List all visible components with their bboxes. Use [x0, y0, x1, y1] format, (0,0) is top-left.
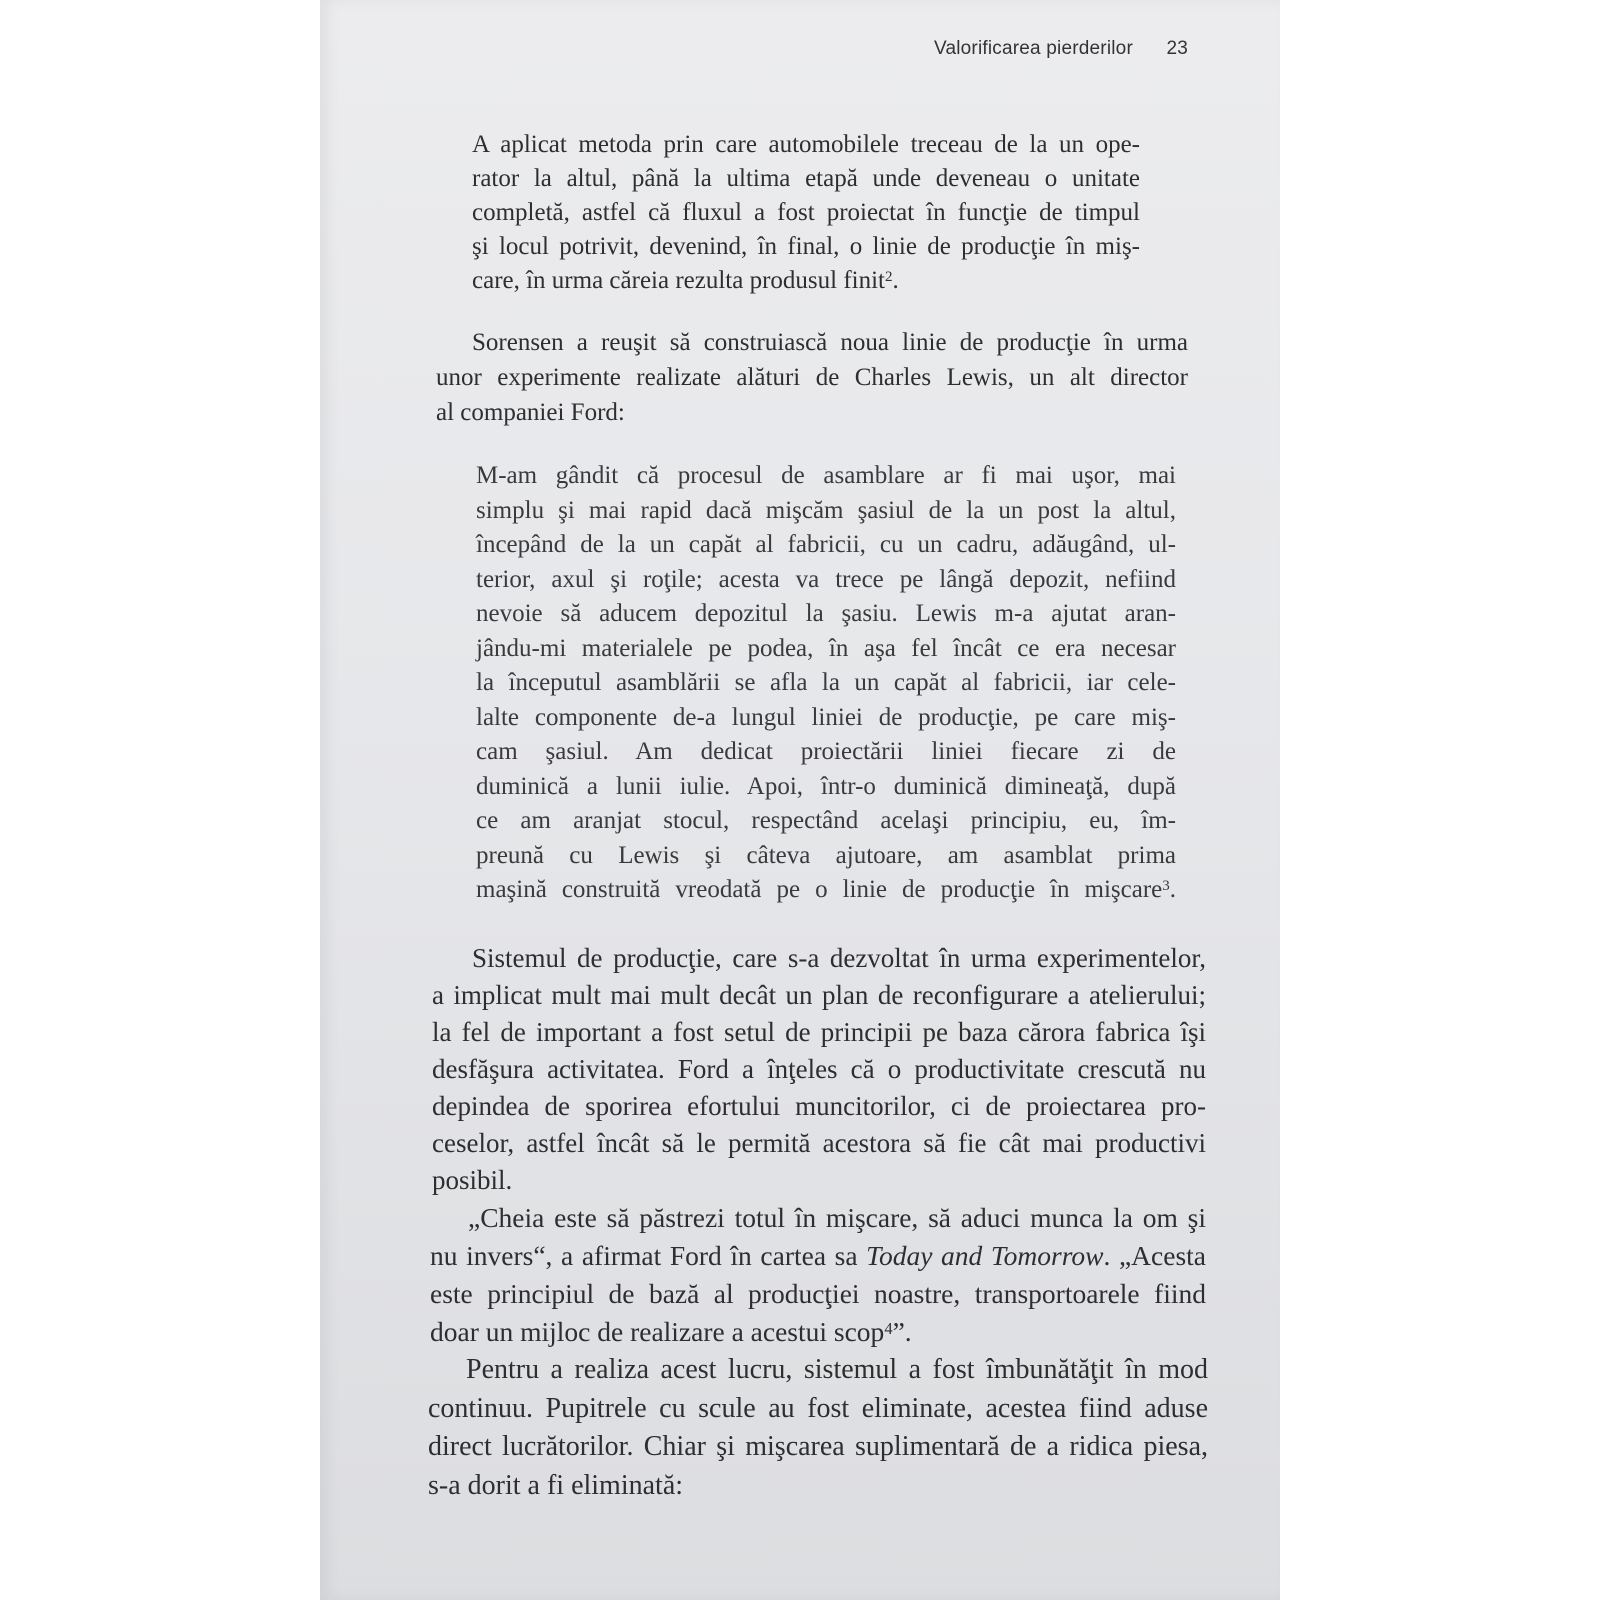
text-line: Sistemul de producţie, care s-a dezvoltat în urma experimentelor,: [472, 943, 1206, 973]
book-page: [320, 0, 1280, 1600]
text-line: Sorensen a reuşit să construiască noua linie de producţie în urma: [472, 329, 1188, 356]
sentence-end: .: [892, 267, 899, 294]
footnote-marker: 4: [884, 1318, 893, 1338]
text-line: desfăşura activitatea. Ford a înţeles că o productivitate crescută nu: [432, 1054, 1206, 1084]
quote-line: M-am gândit că procesul de asamblare ar fi mai uşor, mai: [476, 462, 1176, 489]
book-title: Today and Tomorrow: [866, 1240, 1104, 1271]
sentence-end: .: [1169, 876, 1176, 903]
text-line: şi locul potrivit, devenind, în final, o linie de producţie în miş-: [472, 233, 1140, 260]
text-line: unor experimente realizate alături de Charles Lewis, un alt director: [436, 364, 1188, 391]
paragraph-4: [430, 1199, 1206, 1351]
running-title: Valorificarea pierderilor: [934, 38, 1133, 59]
text-line: [430, 1237, 1206, 1275]
quote-line: duminică a lunii iulie. Apoi, într-o duminică dimineaţă, după: [476, 772, 1176, 800]
block-quote: [476, 459, 1176, 908]
text-line: [430, 1313, 1206, 1351]
text-line-content: care, în urma căreia rezulta produsul finit: [472, 267, 886, 294]
quote-line: lalte componente de-a lungul liniei de producţie, pe care miş-: [476, 703, 1176, 731]
footnote-marker: 2: [885, 269, 893, 286]
text-line: continuu. Pupitrele cu scule au fost eliminate, acestea fiind aduse: [428, 1392, 1208, 1424]
sentence-end: ”.: [892, 1316, 912, 1347]
text-line: ceselor, astfel încât să le permită acestora să fie cât mai productivi: [432, 1128, 1206, 1158]
text-line-content: maşină construită vreodată pe o linie de producţie în mişcare: [476, 876, 1163, 903]
text-line: A aplicat metoda prin care automobilele treceau de la un ope-: [472, 131, 1140, 158]
text-line: direct lucrătorilor. Chiar şi mişcarea suplimentară de a ridica piesa,: [428, 1431, 1208, 1462]
text-line: al companiei Ford:: [436, 399, 625, 426]
quote-line: simplu şi mai rapid dacă mişcăm şasiul de la un post la altul,: [476, 496, 1176, 524]
text-line-content: doar un mijloc de realizare a acestui scop: [430, 1316, 885, 1347]
running-header: [934, 38, 1188, 60]
text-line: [472, 264, 1140, 298]
quote-line: la începutul asamblării se afla la un capăt al fabricii, iar cele-: [476, 669, 1176, 696]
paragraph-1: [472, 128, 1140, 298]
page-number: 23: [1166, 38, 1188, 59]
text-line: la fel de important a fost setul de principii pe baza cărora fabrica îşi: [432, 1017, 1206, 1047]
text-line: a implicat mult mai mult decât un plan de reconfigurare a atelierului;: [432, 980, 1206, 1010]
quote-line: cam şasiul. Am dedicat proiectării liniei fiecare zi de: [476, 738, 1176, 765]
quote-line: jându-mi materialele pe podea, în aşa fel încât ce era necesar: [476, 634, 1176, 662]
text-line-content: . „Acesta: [1103, 1240, 1206, 1271]
footnote-marker: 3: [1162, 878, 1170, 895]
text-line: Pentru a realiza acest lucru, sistemul a fost îmbunătăţit în mod: [466, 1354, 1208, 1385]
paragraph-2: [436, 325, 1188, 430]
paragraph-3: [432, 940, 1206, 1199]
text-line: depindea de sporirea efortului muncitorilor, ci de proiectarea pro-: [432, 1091, 1206, 1121]
text-line: este principiul de bază al producţiei noastre, transportoarele fiind: [430, 1278, 1206, 1309]
text-line-content: nu invers“, a afirmat Ford în cartea sa: [430, 1240, 867, 1271]
quote-line: nevoie să aducem depozitul la şasiu. Lewis m-a ajutat aran-: [476, 600, 1176, 627]
text-line: rator la altul, până la ultima etapă unde deveneau o unitate: [472, 165, 1140, 192]
paragraph-5: [428, 1351, 1208, 1505]
quote-line: [476, 873, 1176, 908]
quote-line: terior, axul şi roţile; acesta va trece pe lângă depozit, nefiind: [476, 565, 1176, 593]
text-line: posibil.: [432, 1165, 513, 1195]
text-line: „Cheia este să păstrezi totul în mişcare, să aduci munca la om şi: [468, 1202, 1206, 1233]
text-line: s-a dorit a fi eliminată:: [428, 1469, 684, 1501]
quote-line: începând de la un capăt al fabricii, cu un cadru, adăugând, ul-: [476, 531, 1176, 558]
quote-line: ce am aranjat stocul, respectând acelaşi principiu, eu, îm-: [476, 807, 1176, 834]
text-line: completă, astfel că fluxul a fost proiectat în funcţie de timpul: [472, 199, 1140, 226]
quote-line: preună cu Lewis şi câteva ajutoare, am asamblat prima: [476, 841, 1176, 869]
